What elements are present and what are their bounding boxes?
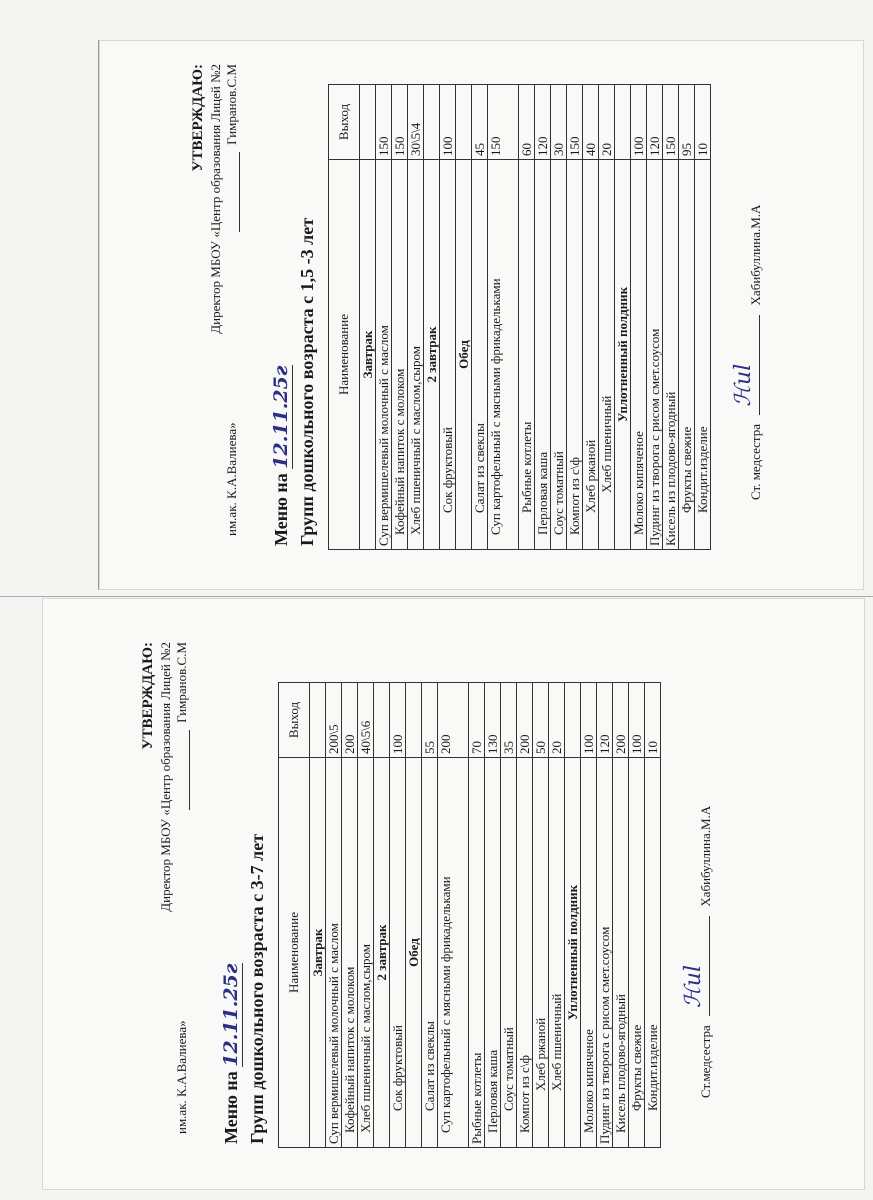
table-row: [392, 85, 408, 550]
menu-table-body: [310, 683, 661, 1148]
table-row: [438, 683, 469, 1148]
menu-document-bottom: [140, 638, 800, 1158]
nurse-name: Хабибуллина.М.А: [748, 204, 763, 306]
dish-output: 20: [599, 85, 615, 160]
table-row: [501, 683, 517, 1148]
header-output: Выход: [329, 85, 360, 160]
dish-output: 200: [342, 683, 358, 758]
dish-output: 200: [438, 683, 469, 758]
table-row: [663, 85, 679, 550]
nurse-signature: [681, 638, 714, 1098]
nurse-signature-line: [731, 315, 760, 415]
table-section-row: [310, 683, 326, 1148]
dish-output: 100: [440, 85, 456, 160]
dish-name: Сок фруктовый: [390, 758, 406, 1148]
dish-output: 10: [645, 683, 661, 758]
nurse-label: Ст.медсестра: [698, 1025, 713, 1098]
menu-title-prefix: Меню на: [271, 473, 291, 546]
table-row: [583, 85, 599, 550]
dish-output: 200: [613, 683, 629, 758]
handwritten-signature: ℋul: [731, 363, 756, 407]
menu-document-top: [190, 60, 850, 560]
dish-name: Молоко кипяченое: [581, 758, 597, 1148]
dish-output: 150: [488, 85, 519, 160]
dish-output: [615, 85, 631, 160]
school-name: им.ак. К.А.Валиева»: [224, 422, 239, 536]
table-header-row: [329, 85, 360, 550]
approval-position: Директор МБОУ «Центр образования Лицей №2: [208, 64, 223, 334]
dish-name: Фрукты свежие: [679, 160, 695, 550]
table-row: [422, 683, 438, 1148]
school-name: им.ак. К.А.Валиева»: [174, 1020, 189, 1134]
table-row: [645, 683, 661, 1148]
dish-output: [374, 683, 390, 758]
dish-output: 120: [597, 683, 613, 758]
menu-subtitle: Групп дошкольного возраста с 3-7 лет: [247, 833, 267, 1144]
dish-name: Хлеб пшеничный: [549, 758, 565, 1148]
table-row: [535, 85, 551, 550]
nurse-name: Хабибуллина.М.А: [698, 805, 713, 907]
dish-name: Кофейный напиток с молоком: [342, 758, 358, 1148]
dish-output: 200\5: [326, 683, 342, 758]
dish-output: [424, 85, 440, 160]
dish-output: [310, 683, 326, 758]
dish-name: Соус томатный: [551, 160, 567, 550]
dish-name: Хлеб пшеничный: [599, 160, 615, 550]
dish-output: 150: [392, 85, 408, 160]
dish-name: Обед: [406, 758, 422, 1148]
dish-name: Компот из с\ф: [567, 160, 583, 550]
table-header-row: [279, 683, 310, 1148]
table-row: [679, 85, 695, 550]
table-row: [517, 683, 533, 1148]
dish-name: Суп картофельный с мясными фрикадельками: [488, 160, 519, 550]
table-row: [567, 85, 583, 550]
dish-output: 30\5\4: [408, 85, 424, 160]
dish-name: Кондит.изделие: [695, 160, 711, 550]
dish-output: 10: [695, 85, 711, 160]
table-section-row: [424, 85, 440, 550]
dish-output: 100: [629, 683, 645, 758]
dish-name: Сок фруктовый: [440, 160, 456, 550]
approval-position: Директор МБОУ «Центр образования Лицей №2: [158, 642, 173, 912]
director-name: Гимранов.С.М: [174, 642, 189, 723]
dish-output: 200: [517, 683, 533, 758]
table-row: [613, 683, 629, 1148]
dish-name: Суп картофельный с мясными фрикадельками: [438, 758, 469, 1148]
dish-output: 120: [647, 85, 663, 160]
signature-line: [239, 152, 240, 232]
dish-name: 2 завтрак: [424, 160, 440, 550]
table-row: [472, 85, 488, 550]
dish-name: Хлеб пшеничный с маслом,сыром: [408, 160, 424, 550]
table-row: [599, 85, 615, 550]
dish-output: 95: [679, 85, 695, 160]
handwritten-signature: ℋul: [681, 965, 706, 1008]
table-row: [533, 683, 549, 1148]
dish-output: [360, 85, 376, 160]
menu-table: [278, 682, 661, 1148]
nurse-label: Ст. медсестра: [748, 423, 763, 500]
approval-signature-line: [224, 64, 240, 564]
table-row: [376, 85, 392, 550]
table-row: [485, 683, 501, 1148]
dish-name: Завтрак: [360, 160, 376, 550]
dish-name: Соус томатный: [501, 758, 517, 1148]
table-row: [549, 683, 565, 1148]
dish-output: 20: [549, 683, 565, 758]
nurse-signature-line: [681, 916, 710, 1016]
table-row: [342, 683, 358, 1148]
dish-name: Молоко кипяченое: [631, 160, 647, 550]
dish-output: 45: [472, 85, 488, 160]
table-row: [469, 683, 485, 1148]
dish-output: 30: [551, 85, 567, 160]
table-row: [326, 683, 342, 1148]
table-row: [408, 85, 424, 550]
table-section-row: [374, 683, 390, 1148]
table-row: [581, 683, 597, 1148]
table-row: [358, 683, 374, 1148]
dish-name: Хлеб пшеничный с маслом,сыром: [358, 758, 374, 1148]
dish-output: [565, 683, 581, 758]
dish-name: Рыбные котлеты: [519, 160, 535, 550]
header-output: Выход: [279, 683, 310, 758]
table-row: [695, 85, 711, 550]
dish-output: 130: [485, 683, 501, 758]
dish-name: Кофейный напиток с молоком: [392, 160, 408, 550]
menu-table: [328, 84, 711, 550]
dish-name: Суп вермишелевый молочный с маслом: [326, 758, 342, 1148]
dish-name: Салат из свеклы: [472, 160, 488, 550]
dish-name: Хлеб ржаной: [533, 758, 549, 1148]
header-name: Наименование: [329, 160, 360, 550]
table-row: [440, 85, 456, 550]
dish-output: 60: [519, 85, 535, 160]
header-name: Наименование: [279, 758, 310, 1148]
menu-title: [270, 60, 293, 546]
dish-name: Кондит.изделие: [645, 758, 661, 1148]
dish-output: 40: [583, 85, 599, 160]
dish-name: Перловая каша: [485, 758, 501, 1148]
menu-subtitle: Групп дошкольного возраста с 1,5 -3 лет: [297, 217, 317, 546]
table-section-row: [406, 683, 422, 1148]
dish-name: Уплотненный полдник: [565, 758, 581, 1148]
dish-name: Перловая каша: [535, 160, 551, 550]
table-row: [629, 683, 645, 1148]
menu-title: [220, 638, 243, 1144]
approval-title: УТВЕРЖДАЮ:: [190, 64, 206, 172]
table-row: [551, 85, 567, 550]
dish-output: [456, 85, 472, 160]
dish-name: Салат из свеклы: [422, 758, 438, 1148]
dish-name: 2 завтрак: [374, 758, 390, 1148]
table-section-row: [565, 683, 581, 1148]
table-row: [631, 85, 647, 550]
table-row: [390, 683, 406, 1148]
dish-name: Кисель плодово-ягодный: [613, 758, 629, 1148]
nurse-signature: [731, 60, 764, 500]
dish-output: 100: [581, 683, 597, 758]
dish-output: 150: [567, 85, 583, 160]
menu-table-body: [360, 85, 711, 550]
approval-signature-line: [174, 642, 190, 1162]
signature-line: [189, 730, 190, 810]
dish-name: Рыбные котлеты: [469, 758, 485, 1148]
dish-output: 50: [533, 683, 549, 758]
dish-output: 120: [535, 85, 551, 160]
table-section-row: [615, 85, 631, 550]
dish-name: Хлеб ржаной: [583, 160, 599, 550]
handwritten-date: 12.11.25г: [270, 365, 292, 469]
dish-output: 100: [390, 683, 406, 758]
page-fold: [0, 596, 873, 597]
table-section-row: [360, 85, 376, 550]
dish-name: Суп вермишелевый молочный с маслом: [376, 160, 392, 550]
dish-output: 100: [631, 85, 647, 160]
dish-name: Пудинг из творога с рисом смет.соусом: [647, 160, 663, 550]
dish-output: 150: [376, 85, 392, 160]
dish-name: Компот из с\ф: [517, 758, 533, 1148]
dish-name: Завтрак: [310, 758, 326, 1148]
director-name: Гимранов.С.М: [224, 64, 239, 145]
table-row: [647, 85, 663, 550]
approval-block: [140, 638, 202, 1158]
dish-name: Уплотненный полдник: [615, 160, 631, 550]
dish-output: [406, 683, 422, 758]
dish-name: Фрукты свежие: [629, 758, 645, 1148]
table-section-row: [456, 85, 472, 550]
dish-output: 55: [422, 683, 438, 758]
dish-name: Обед: [456, 160, 472, 550]
table-row: [488, 85, 519, 550]
approval-title: УТВЕРЖДАЮ:: [140, 642, 156, 750]
dish-output: 150: [663, 85, 679, 160]
handwritten-date: 12.11.25г: [220, 963, 242, 1067]
dish-output: 35: [501, 683, 517, 758]
dish-name: Пудинг из творога с рисом смет.соусом: [597, 758, 613, 1148]
table-row: [519, 85, 535, 550]
dish-output: 40\5\6: [358, 683, 374, 758]
dish-name: Кисель из плодово-ягодный: [663, 160, 679, 550]
dish-output: 70: [469, 683, 485, 758]
approval-block: [190, 60, 252, 560]
table-row: [597, 683, 613, 1148]
menu-title-prefix: Меню на: [221, 1071, 241, 1144]
